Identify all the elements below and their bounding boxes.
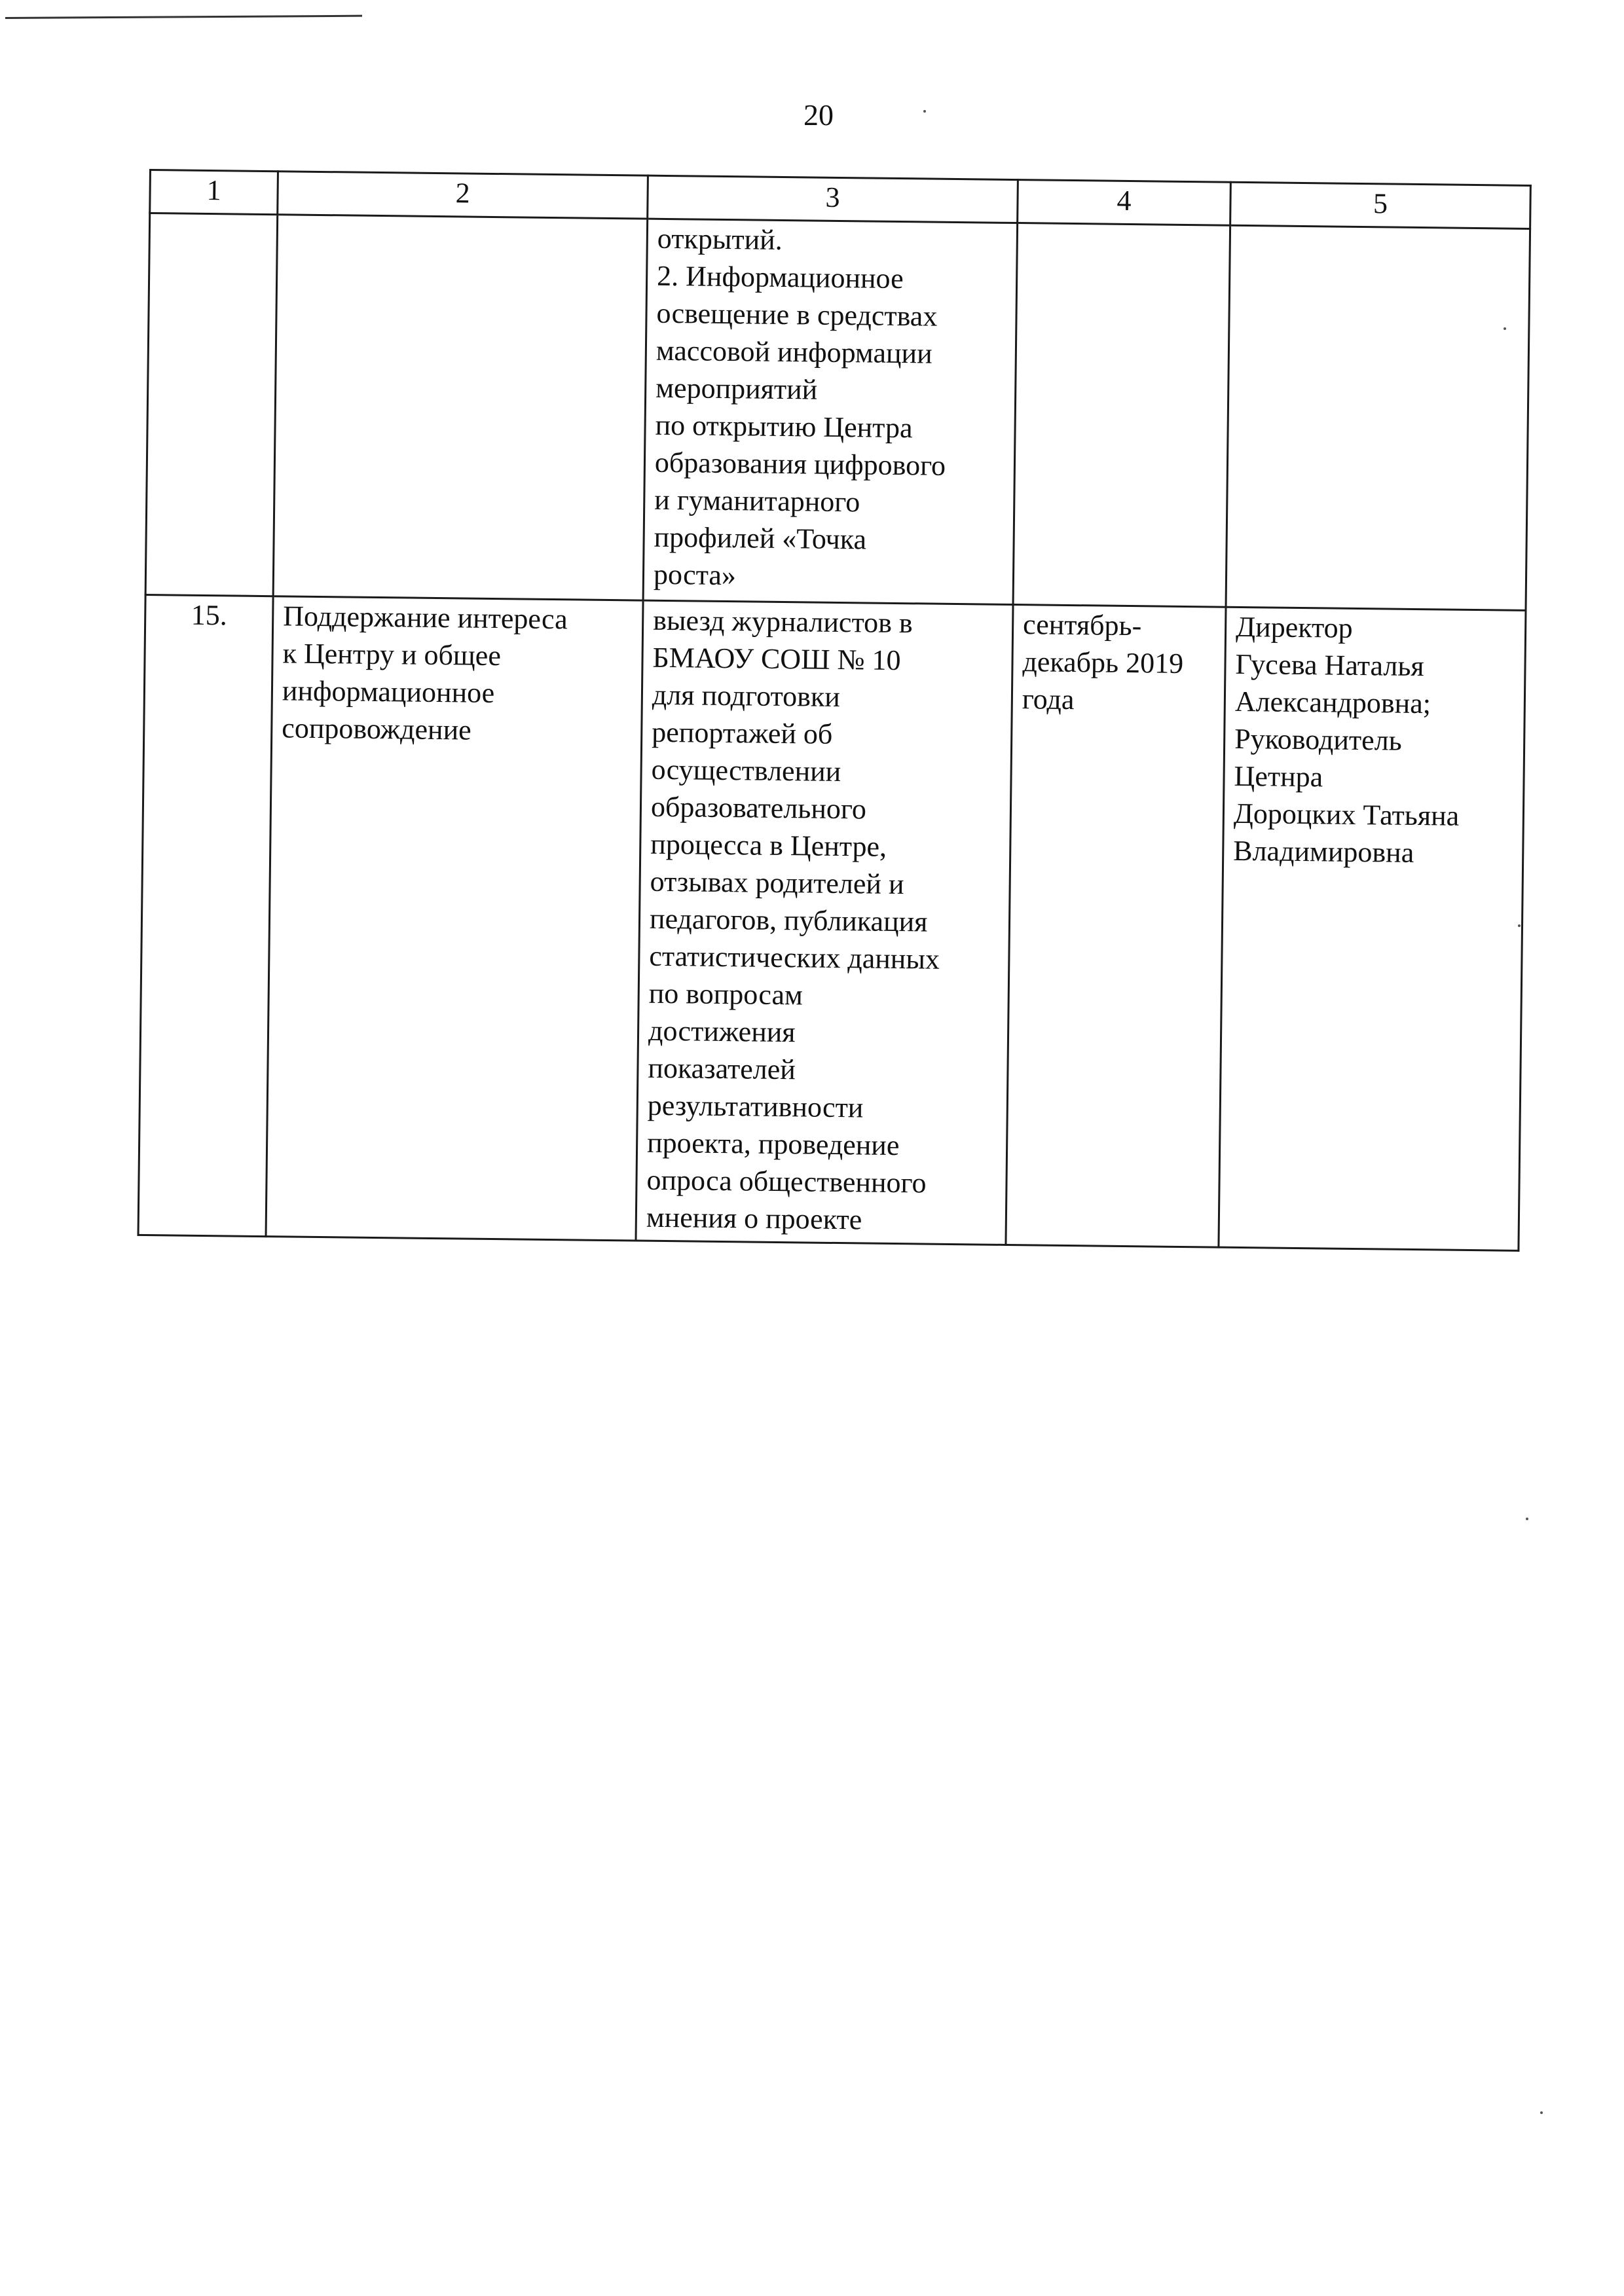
responsible-cell <box>1226 225 1530 610</box>
scan-speck <box>1518 924 1521 927</box>
event-cell <box>273 215 648 600</box>
header-col-3: 3 <box>648 175 1018 223</box>
plan-table-wrapper <box>138 169 1532 1252</box>
row-number-cell: 15. <box>138 594 273 1236</box>
scan-speck <box>1526 1518 1528 1520</box>
header-col-4: 4 <box>1018 180 1231 226</box>
scan-speck <box>923 110 926 113</box>
table-row <box>138 594 1526 1250</box>
table-row <box>145 213 1530 611</box>
plan-table <box>138 169 1532 1252</box>
header-col-2: 2 <box>278 172 648 219</box>
scan-speck <box>1504 327 1506 330</box>
scan-edge-line <box>5 15 362 19</box>
content-cell: открытий. 2. Информационное освещение в средствах массовой информации мероприятий по открытию Центра образования цифрового и гуманитарного профилей «Точка роста» <box>643 219 1018 604</box>
event-cell: Поддержание интереса к Центру и общее информационное сопровождение <box>266 596 643 1241</box>
period-cell <box>1013 223 1230 608</box>
header-col-5: 5 <box>1230 182 1531 228</box>
responsible-cell: Директор Гусева Наталья Александровна; Руководитель Цетнра Дороцких Татьяна Владимировна <box>1219 607 1526 1250</box>
header-col-1: 1 <box>150 170 278 215</box>
page-number: 20 <box>803 98 834 132</box>
row-number-cell <box>145 213 278 596</box>
period-cell: сентябрь- декабрь 2019 года <box>1006 605 1226 1248</box>
scan-speck <box>1540 2111 1543 2114</box>
content-cell: выезд журналистов в БМАОУ СОШ № 10 для подготовки репортажей об осуществлении образовательного процесса в Центре, отзывах родителей и педагогов, публикация статистических данных по вопросам достижения показателей результативности проекта, проведение опроса общественного мнения о проекте <box>636 600 1013 1245</box>
